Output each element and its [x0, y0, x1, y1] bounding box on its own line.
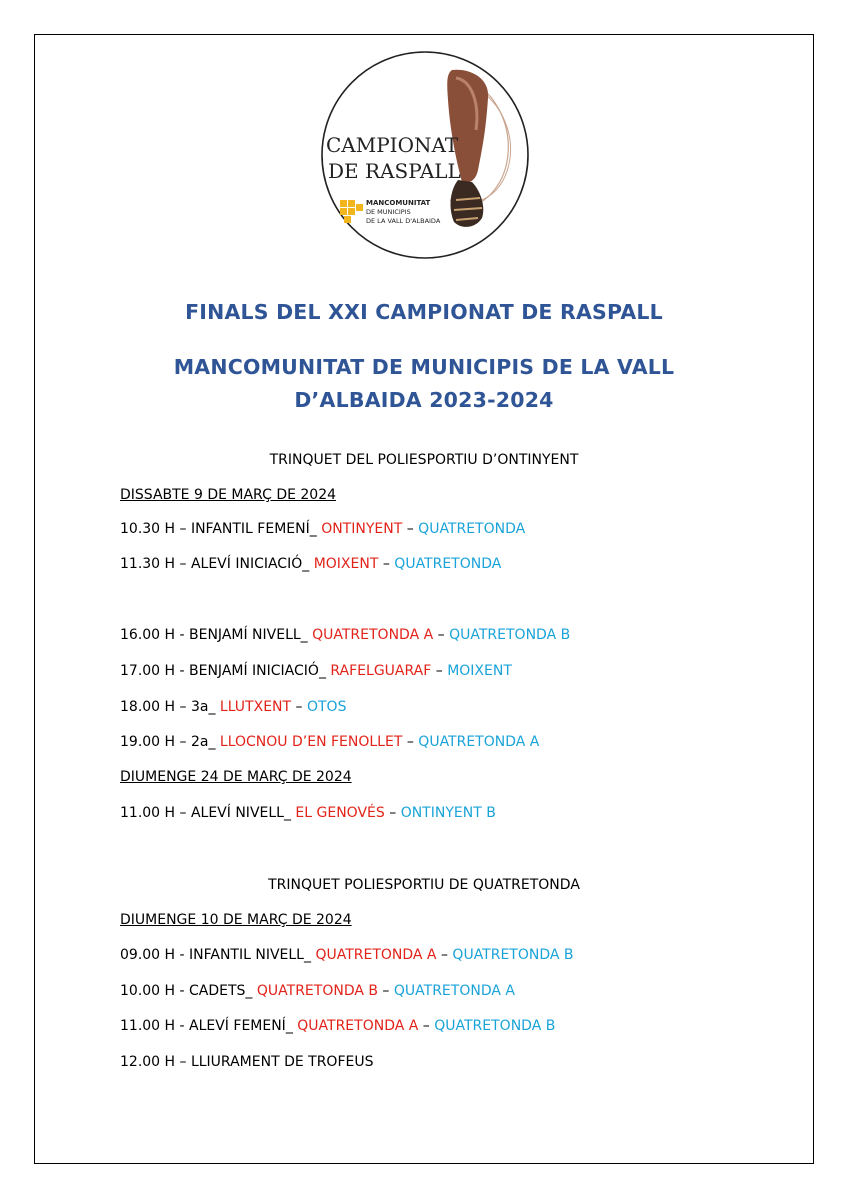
match-row [120, 734, 539, 750]
separator: – [377, 983, 394, 999]
match-row [120, 627, 570, 643]
home-team: ONTINYENT [321, 521, 403, 537]
match-time: 19.00 H – 2a_ [120, 734, 220, 750]
away-team: QUATRETONDA B [449, 627, 571, 643]
match-time: 11.00 H – ALEVÍ NIVELL_ [120, 805, 296, 821]
separator: – [431, 663, 448, 679]
match-time: 10.00 H - CADETS_ [120, 983, 257, 999]
match-row [120, 521, 525, 537]
away-team: QUATRETONDA B [434, 1018, 556, 1034]
match-time: 09.00 H - INFANTIL NIVELL_ [120, 947, 316, 963]
home-team: QUATRETONDA A [315, 947, 437, 963]
home-team: QUATRETONDA A [312, 627, 434, 643]
home-team: QUATRETONDA A [297, 1018, 419, 1034]
separator: – [436, 947, 453, 963]
date-heading: DIUMENGE 24 DE MARÇ DE 2024 [120, 769, 352, 785]
match-time: 11.00 H - ALEVÍ FEMENÍ_ [120, 1018, 298, 1034]
away-team: QUATRETONDA [394, 556, 502, 572]
logo-org1: MANCOMUNITAT [366, 199, 431, 207]
campionat-logo [320, 50, 530, 260]
logo-line2: DE RASPALL [328, 159, 461, 183]
separator: – [418, 1018, 435, 1034]
separator: – [402, 734, 419, 750]
separator: – [433, 627, 450, 643]
separator: – [402, 521, 419, 537]
match-time: 16.00 H - BENJAMÍ NIVELL_ [120, 627, 313, 643]
venue-ontinyent: TRINQUET DEL POLIESPORTIU D’ONTINYENT [269, 452, 579, 468]
closing-ceremony: 12.00 H – LLIURAMENT DE TROFEUS [120, 1054, 374, 1070]
home-team: LLUTXENT [219, 699, 292, 715]
match-row [120, 1018, 555, 1034]
match-row [120, 663, 512, 679]
main-title: FINALS DEL XXI CAMPIONAT DE RASPALL [185, 300, 663, 324]
venue-quatretonda: TRINQUET POLIESPORTIU DE QUATRETONDA [268, 877, 580, 893]
away-team: QUATRETONDA [418, 521, 526, 537]
match-time: 18.00 H – 3a_ [120, 699, 220, 715]
date-heading: DIUMENGE 10 DE MARÇ DE 2024 [120, 912, 352, 928]
match-row [120, 805, 496, 821]
logo-org2: DE MUNICIPIS [366, 208, 411, 216]
away-team: QUATRETONDA A [418, 734, 540, 750]
home-team: EL GENOVÉS [295, 805, 385, 821]
separator: – [291, 699, 307, 715]
match-time: 17.00 H - BENJAMÍ INICIACIÓ_ [120, 663, 331, 679]
away-team: OTOS [306, 699, 347, 715]
match-row [120, 983, 515, 999]
logo-org3: DE LA VALL D'ALBAIDA [366, 217, 441, 225]
logo-line1: CAMPIONAT [326, 133, 459, 157]
match-time: 10.30 H – INFANTIL FEMENÍ_ [120, 521, 322, 537]
subtitle [60, 351, 788, 417]
separator: – [384, 805, 401, 821]
away-team: QUATRETONDA B [452, 947, 574, 963]
away-team: ONTINYENT B [400, 805, 496, 821]
subtitle-line1: MANCOMUNITAT DE MUNICIPIS DE LA VALL [173, 355, 675, 379]
separator: – [378, 556, 395, 572]
logo-graphic [320, 50, 530, 260]
match-row [120, 699, 346, 715]
date-heading: DISSABTE 9 DE MARÇ DE 2024 [120, 487, 337, 503]
away-team: QUATRETONDA A [393, 983, 515, 999]
subtitle-line2: D’ALBAIDA 2023-2024 [294, 388, 554, 412]
match-row [120, 556, 501, 572]
home-team: QUATRETONDA B [256, 983, 378, 999]
away-team: MOIXENT [447, 663, 512, 679]
match-time: 11.30 H – ALEVÍ INICIACIÓ_ [120, 556, 314, 572]
home-team: MOIXENT [313, 556, 379, 572]
home-team: RAFELGUARAF [330, 663, 432, 679]
match-row [120, 947, 574, 963]
home-team: LLOCNOU D’EN FENOLLET [219, 734, 403, 750]
